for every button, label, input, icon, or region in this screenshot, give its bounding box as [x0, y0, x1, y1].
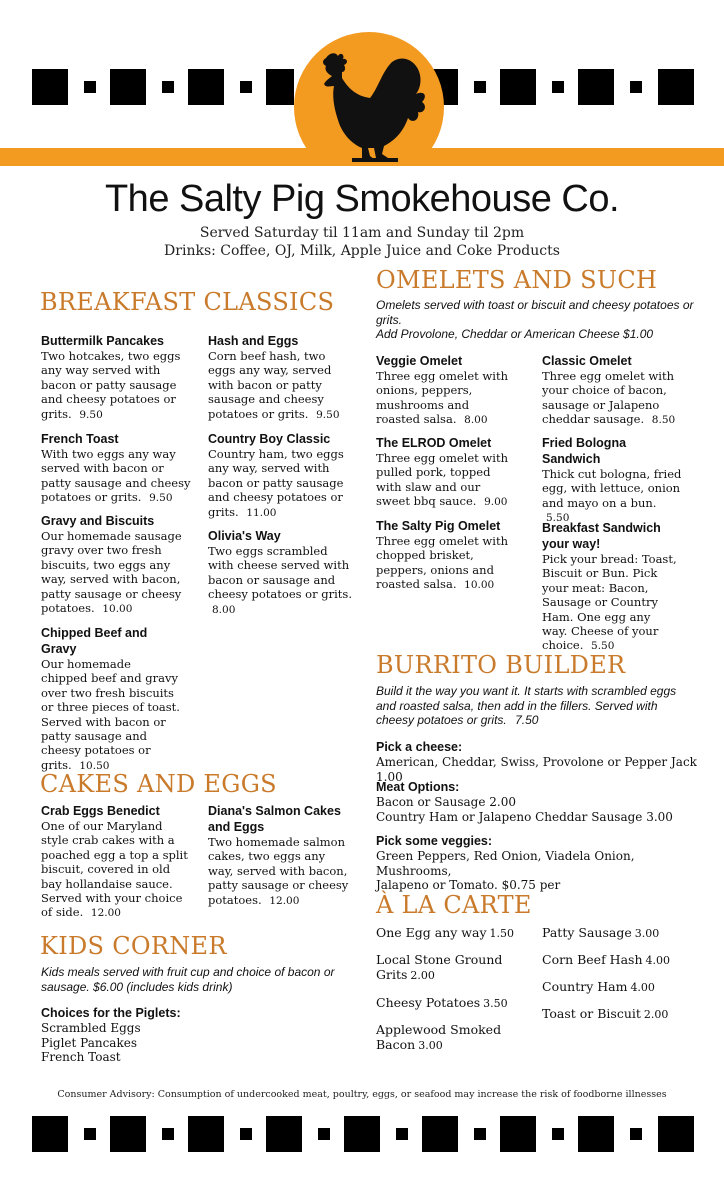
item-name: Olivia's Way	[208, 529, 281, 543]
deco-square	[578, 69, 614, 105]
served-info	[0, 224, 724, 260]
carte-name: Applewood Smoked Bacon	[376, 1022, 502, 1052]
menu-item	[542, 435, 682, 526]
item-name: Crab Eggs Benedict	[41, 804, 160, 818]
item-name: Fried Bologna Sandwich	[542, 436, 627, 466]
item-price: 10.50	[79, 759, 110, 772]
menu-item	[542, 353, 677, 428]
meat-label: Meat Options:	[376, 780, 460, 794]
deco-square	[266, 69, 294, 105]
item-desc: Three egg omelet with pulled pork, topped with slaw and our sweet bbq sauce.	[376, 451, 508, 509]
menu-item	[208, 431, 353, 520]
menu-item	[376, 435, 516, 510]
item-price: 9.50	[79, 408, 103, 421]
carte-price: 2.00	[410, 969, 435, 982]
list-item: Scrambled Eggs	[41, 1021, 141, 1035]
deco-square	[240, 1128, 252, 1140]
deco-square	[240, 81, 252, 93]
deco-square	[474, 1128, 486, 1140]
meat-option: Bacon or Sausage 2.00	[376, 795, 516, 809]
burrito-cheese	[376, 740, 706, 784]
item-price: 10.00	[464, 579, 495, 592]
item-desc: Corn beef hash, two eggs any way, served with bacon or patty sausage and cheesy potatoes or grits.	[208, 349, 332, 421]
deco-square	[266, 1116, 302, 1152]
deco-square	[500, 1116, 536, 1152]
burrito-meat	[376, 780, 706, 824]
item-name: Classic Omelet	[542, 354, 632, 368]
burrito-price: 7.50	[515, 713, 539, 727]
item-name: Buttermilk Pancakes	[41, 334, 164, 348]
carte-item	[542, 925, 702, 941]
item-price: 8.00	[464, 414, 488, 427]
menu-item	[376, 353, 516, 428]
omelets-heading: OMELETS AND SUCH	[376, 266, 658, 294]
breakfast-classics-heading: BREAKFAST CLASSICS	[40, 288, 335, 316]
menu-item	[41, 803, 189, 921]
item-desc: Two eggs scrambled with cheese served with bacon or sausage and cheesy potatoes or grits.	[208, 544, 352, 602]
item-price: 9.50	[316, 408, 340, 421]
deco-square	[658, 69, 694, 105]
item-desc: Three egg omelet with chopped brisket, peppers, onions and roasted salsa.	[376, 534, 508, 592]
deco-square	[630, 1128, 642, 1140]
item-price: 10.00	[102, 603, 133, 616]
item-price: 12.00	[90, 907, 121, 920]
deco-square	[110, 1116, 146, 1152]
item-desc: Two hotcakes, two eggs any way served with bacon or patty sausage and cheesy potatoes or grits.	[41, 349, 181, 421]
veggie-options: Jalapeno or Tomato. $0.75 per	[376, 878, 561, 892]
cheese-label: Pick a cheese:	[376, 740, 463, 754]
drinks-line: Drinks: Coffee, OJ, Milk, Apple Juice and Coke Products	[164, 243, 560, 259]
menu-item	[41, 431, 191, 506]
item-price: 8.50	[651, 414, 676, 427]
menu-item	[41, 625, 181, 773]
item-name: Chipped Beef and Gravy	[41, 626, 148, 656]
carte-price: 3.00	[418, 1039, 443, 1052]
item-name: Hash and Eggs	[208, 334, 299, 348]
item-name: Veggie Omelet	[376, 354, 463, 368]
carte-name: Local Stone Ground Grits	[376, 952, 503, 982]
item-name: Gravy and Biscuits	[41, 514, 155, 528]
burrito-intro-text: Build it the way you want it. It starts with scrambled eggs and roasted salsa, then add in the fillers. Served with cheesy potatoes or grits.	[376, 684, 677, 727]
deco-square	[32, 69, 68, 105]
kids-choices-label: Choices for the Piglets:	[41, 1006, 181, 1020]
carte-item	[376, 1022, 506, 1053]
menu-item	[542, 520, 677, 654]
bottom-pattern	[0, 1116, 724, 1156]
list-item: French Toast	[41, 1050, 121, 1064]
carte-item	[542, 979, 702, 995]
deco-square	[318, 1128, 330, 1140]
deco-square	[188, 1116, 224, 1152]
carte-name: Cheesy Potatoes	[376, 995, 481, 1010]
carte-price: 3.50	[483, 997, 508, 1010]
carte-item	[542, 952, 702, 968]
carte-price: 4.00	[645, 954, 670, 967]
carte-name: Corn Beef Hash	[542, 952, 643, 967]
item-desc: One of our Maryland style crab cakes with a poached egg a top a split biscuit, covered in old bay hollandaise sauce. Served with your choice of side.	[41, 819, 188, 920]
deco-square	[32, 1116, 68, 1152]
deco-square	[630, 81, 642, 93]
cakes-and-eggs-heading: CAKES AND EGGS	[40, 770, 277, 798]
item-price: 9.00	[484, 496, 508, 509]
menu-item	[208, 333, 353, 422]
carte-price: 3.00	[634, 927, 660, 940]
carte-price: 1.50	[489, 927, 515, 940]
item-price: 8.00	[212, 603, 236, 616]
item-price: 9.50	[149, 492, 173, 505]
carte-item	[376, 995, 516, 1011]
deco-square	[552, 81, 564, 93]
menu-item	[376, 518, 521, 593]
item-name: Breakfast Sandwich your way!	[542, 521, 661, 551]
item-desc: Country ham, two eggs any way, served with bacon or patty sausage and cheesy potatoes or grits.	[208, 447, 344, 519]
menu-item	[41, 513, 191, 616]
item-desc: Two homemade salmon cakes, two eggs any way, served with bacon, patty sausage or cheesy potatoes.	[208, 835, 349, 907]
deco-square	[474, 81, 486, 93]
deco-square	[658, 1116, 694, 1152]
burrito-intro	[376, 684, 691, 728]
deco-square	[396, 1128, 408, 1140]
kids-intro: Kids meals served with fruit cup and choice of bacon or sausage. $6.00 (includes kids drink)	[41, 965, 335, 994]
item-name: Diana's Salmon Cakes and Eggs	[208, 804, 341, 834]
item-price: 11.00	[246, 506, 277, 519]
carte-price: 4.00	[630, 981, 655, 994]
rooster-icon	[312, 48, 430, 170]
item-desc: Thick cut bologna, fried egg, with lettuce, onion and mayo on a bun.	[542, 467, 682, 510]
carte-item	[542, 1006, 702, 1022]
menu-item	[208, 528, 353, 617]
deco-square	[110, 69, 146, 105]
item-desc: Three egg omelet with your choice of bacon, sausage or Jalapeno cheddar sausage.	[542, 369, 674, 427]
a-la-carte-heading: À LA CARTE	[376, 891, 532, 919]
deco-square	[422, 1116, 458, 1152]
page-title: The Salty Pig Smokehouse Co.	[104, 178, 620, 220]
item-desc: Pick your bread: Toast, Biscuit or Bun. Pick your meat: Bacon, Sausage or Country Ham. One egg any way. Cheese of your choice.	[542, 552, 677, 653]
carte-name: Toast or Biscuit	[542, 1006, 641, 1021]
item-name: Country Boy Classic	[208, 432, 331, 446]
carte-name: Country Ham	[542, 979, 628, 994]
item-desc: Our homemade sausage gravy over two fresh biscuits, two eggs any way, served with bacon, patty sausage or cheesy potatoes.	[41, 529, 182, 616]
veggies-label: Pick some veggies:	[376, 834, 493, 848]
item-name: The ELROD Omelet	[376, 436, 492, 450]
deco-square	[162, 1128, 174, 1140]
carte-name: One Egg any way	[376, 925, 487, 940]
item-price: 12.00	[269, 894, 300, 907]
burrito-veggies	[376, 834, 706, 893]
served-hours: Served Saturday til 11am and Sunday til 2pm	[199, 225, 525, 241]
deco-square	[578, 1116, 614, 1152]
item-desc: Our homemade chipped beef and gravy over two fresh biscuits or three pieces of toast. Served with bacon or patty sausage and cheesy potatoes or grits.	[41, 657, 180, 772]
deco-square	[188, 69, 224, 105]
item-price: 5.50	[546, 512, 570, 525]
deco-square	[84, 81, 96, 93]
carte-item	[376, 952, 516, 983]
omelets-intro-line: Omelets served with toast or biscuit and cheesy potatoes or grits.	[376, 298, 694, 327]
menu-item	[41, 333, 191, 422]
carte-price: 2.00	[643, 1008, 669, 1021]
deco-square	[344, 1116, 380, 1152]
item-desc: Three egg omelet with onions, peppers, mushrooms and roasted salsa.	[376, 369, 508, 427]
list-item: Piglet Pancakes	[41, 1035, 137, 1050]
omelets-intro	[376, 298, 696, 342]
deco-square	[552, 1128, 564, 1140]
omelets-cheese-line: Add Provolone, Cheddar or American Cheese $1.00	[376, 327, 654, 341]
item-price: 5.50	[591, 640, 615, 653]
deco-square	[162, 81, 174, 93]
item-name: French Toast	[41, 432, 119, 446]
carte-item	[376, 925, 516, 941]
deco-square	[84, 1128, 96, 1140]
carte-name: Patty Sausage	[542, 925, 632, 940]
menu-item	[208, 803, 353, 908]
item-desc: With two eggs any way served with bacon or patty sausage and cheesy potatoes or grits.	[41, 447, 191, 505]
kids-choices	[41, 1006, 341, 1065]
burrito-heading: BURRITO BUILDER	[376, 651, 626, 679]
consumer-advisory: Consumer Advisory: Consumption of undercooked meat, poultry, eggs, or seafood may increase the risk of foodborne illnesses	[57, 1089, 667, 1100]
deco-square	[500, 69, 536, 105]
item-name: The Salty Pig Omelet	[376, 519, 501, 533]
cheese-options: American, Cheddar, Swiss, Provolone or Pepper Jack 1.00	[376, 755, 697, 784]
kids-corner-heading: KIDS CORNER	[40, 932, 227, 960]
veggie-options: Green Peppers, Red Onion, Viadela Onion, Mushrooms,	[376, 849, 635, 878]
meat-option: Country Ham or Jalapeno Cheddar Sausage 3.00	[376, 809, 673, 824]
